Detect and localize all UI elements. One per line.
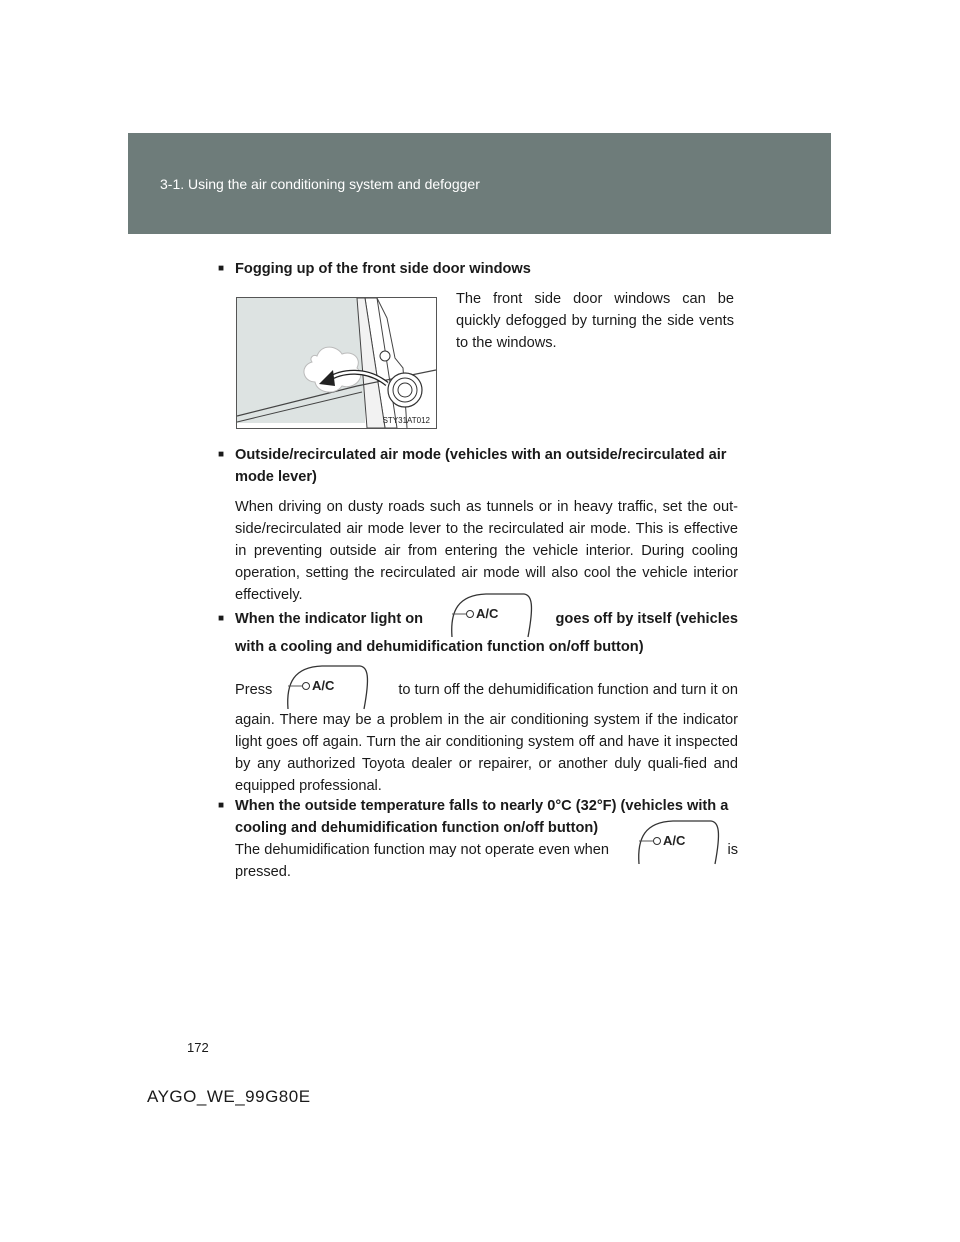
temperature-text-before: The dehumidification function may not operate even when (235, 842, 609, 858)
press-text: Press (235, 682, 273, 698)
indicator-title-line2: with a cooling and dehumidification function on/off button) (235, 639, 644, 655)
air-mode-section (214, 444, 738, 606)
temperature-title: When the outside temperature falls to nearly 0°C (32°F) (vehicles with a cooling and dehumidification function on/off button) (235, 798, 729, 836)
ac-button-illustration (282, 663, 370, 713)
fogging-title: Fogging up of the front side door windows (235, 261, 531, 277)
ac-button-label: A/C (312, 678, 335, 693)
bullet-square-icon: ■ (218, 449, 225, 460)
ac-button-drawing (282, 663, 370, 713)
document-code: AYGO_WE_99G80E (147, 1087, 311, 1106)
side-vent-illustration (236, 297, 437, 429)
ac-button-illustration (446, 591, 534, 641)
section-title: 3-1. Using the air conditioning system and defogger (160, 176, 480, 192)
indicator-heading-line2 (214, 636, 738, 658)
ac-button-drawing (633, 818, 721, 868)
temperature-text-after: pressed. (235, 864, 291, 880)
air-mode-title: Outside/recirculated air mode (vehicles with an outside/recirculated air mode lever) (235, 447, 727, 485)
figure-code: STY31AT012 (382, 416, 430, 425)
indicator-text-line1: to turn off the dehumidification function and turn it on (398, 682, 738, 698)
ac-button-illustration (633, 818, 721, 868)
indicator-text: again. There may be a problem in the air conditioning system if the indicator light goes off again. Turn the air conditioning system off and have it inspected by any authorized Toyota dealer or repairer, or another duly quali-fied and equipped professional. (235, 712, 738, 794)
air-mode-text: When driving on dusty roads such as tunnels or in heavy traffic, set the out-side/recirculated air mode lever to the recirculated air mode. This is effective in preventing outside air from entering the vehicle interior. During cooling operation, setting the recirculated air mode will also cool the vehicle interior effectively. (235, 499, 738, 603)
indicator-title-after: goes off by itself (vehicles (555, 611, 738, 627)
page-number: 172 (187, 1040, 209, 1055)
fogging-heading (214, 258, 738, 280)
indicator-title-before: When the indicator light on (235, 611, 424, 627)
side-vent-drawing (237, 298, 436, 428)
temperature-text-is: is (727, 842, 738, 858)
bullet-square-icon: ■ (218, 613, 225, 624)
ac-button-drawing (446, 591, 534, 641)
ac-button-label: A/C (663, 833, 686, 848)
fogging-description: The front side door windows can be quickly defogged by turning the side vents to the windows. (456, 291, 734, 351)
bullet-square-icon: ■ (218, 800, 225, 811)
indicator-body (214, 709, 738, 797)
bullet-square-icon: ■ (218, 263, 225, 274)
ac-button-label: A/C (476, 606, 499, 621)
